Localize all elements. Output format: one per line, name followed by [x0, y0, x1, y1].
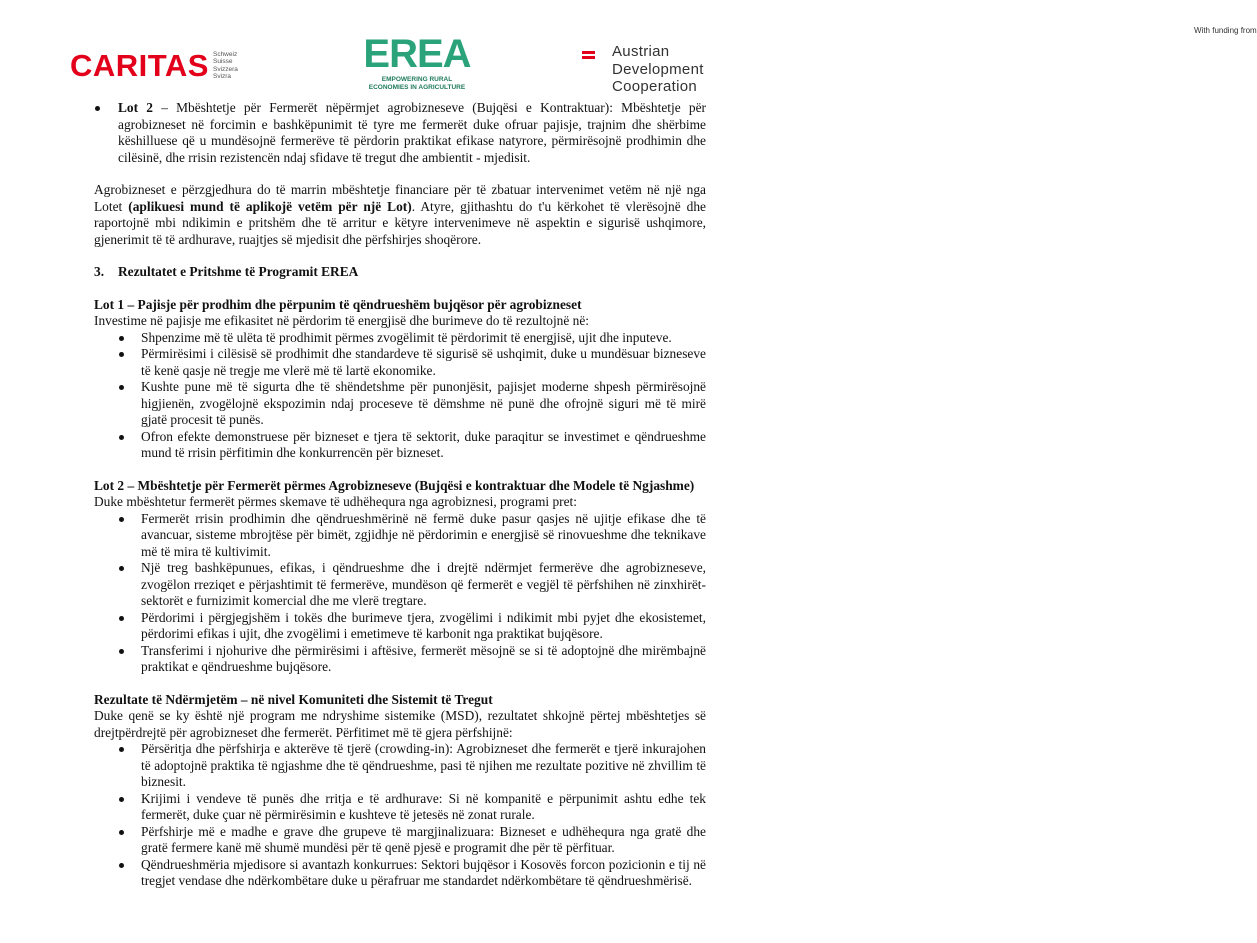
bullet-icon — [119, 352, 124, 357]
bullet-icon — [119, 336, 124, 341]
bullet-icon — [119, 385, 124, 390]
intermediate-results-list — [94, 741, 706, 890]
lot2-results-list — [94, 511, 706, 676]
intermediate-heading: Rezultate të Ndërmjetëm – në nivel Komuniteti dhe Sistemit të Tregut — [94, 691, 493, 707]
bullet-icon — [119, 435, 124, 440]
lot1-intro: Investime në pajisje me efikasitet në përdorim të energjisë dhe burimeve do të rezultojnë në: — [94, 313, 590, 328]
list-item: Kushte pune më të sigurta dhe të shëndetshme për punonjësit, pajisjet moderne shpesh përmirësojnë higjienën, zvogëlojnë ekspozimin ndaj proceseve të dëmshme në punë dhe ofrojnë siguri më të mirë gjatë procesit të punës. — [94, 379, 706, 429]
list-item: Përmirësimi i cilësisë së prodhimit dhe standardeve të sigurisë së ushqimit, duke u mundësuar bizneseve të kenë qasje në tregje me vlerë më të lartë ekonomike. — [94, 346, 706, 379]
lot-list — [94, 100, 706, 166]
bullet-icon — [119, 616, 124, 621]
bullet-icon — [119, 517, 124, 522]
bullet-icon — [119, 863, 124, 868]
lot2-intro: Duke mbështetur fermerët përmes skemave të udhëhequra nga agrobiznesi, programi pret: — [94, 494, 577, 509]
document-body — [94, 100, 706, 890]
funding-label: With funding from — [1194, 26, 1257, 35]
bullet-icon — [119, 649, 124, 654]
list-item: Përfshirje më e madhe e grave dhe grupeve të margjinalizuara: Bizneset e udhëhequra nga gratë dhe gratë fermere kanë më shumë mundësi për të qenë pjesë e programit dhe për të përfituar. — [94, 824, 706, 857]
erea-logo: EREA EMPOWERING RURAL ECONOMIES IN AGRICULTURE — [363, 32, 471, 91]
erea-tagline: EMPOWERING RURAL ECONOMIES IN AGRICULTURE — [368, 76, 466, 91]
list-item: Një treg bashkëpunues, efikas, i qëndrueshme dhe i drejtë ndërmjet fermerëve dhe agrobizneseve, zvogëlon rreziqet e përjashtimit të fermerëve, mundëson që fermerët e vegjël të përfshihen në zinxhirët-sektorët e furnizimit komercial dhe me vlerë tregtare. — [94, 560, 706, 610]
page-header — [0, 0, 1257, 100]
list-item: Përdorimi i përgjegjshëm i tokës dhe burimeve tjera, zvogëlimi i ndikimit mbi pyjet dhe ekosistemet, përdorimi efikas i ujit, dhe zvogëlimi i emetimeve të karbonit nga praktikat bujqësore. — [94, 610, 706, 643]
selection-paragraph: Agrobizneset e përzgjedhura do të marrin mbështetje financiare për të zbatuar intervenimet vetëm në një nga Lotet (aplikuesi mund të aplikojë vetëm për një Lot). Atyre, gjithashtu do t'u kërkohet të vlerësojnë dhe raportojnë mbi ndikimin e pritshëm dhe të arritur e këtyre intervenimeve në aspektin e sigurisë ushqimore, gjenerimit të të ardhurave, ruajtjes së mjedisit dhe përfshirjes shoqërore. — [94, 182, 706, 247]
intermediate-intro: Duke qenë se ky është një program me ndryshime sistemike (MSD), rezultatet shkojnë përtej mbështetjes së drejtpërdrejtë për agrobizneset dhe fermerët. Përfitimet më të gjera përfshijnë: — [94, 708, 706, 740]
bullet-icon — [119, 747, 124, 752]
section-heading: 3. Rezultatet e Pritshme të Programit EREA — [94, 264, 359, 279]
list-item: Transferimi i njohurive dhe përmirësimi i aftësive, fermerët mësojnë se si të adoptojnë dhe mirëmbajnë praktikat e qëndrueshme bujqësore. — [94, 643, 706, 676]
list-item: Fermerët rrisin prodhimin dhe qëndrueshmërinë në fermë duke pasur qasjes në ujitje efikase dhe të avancuar, sisteme mbrojtëse për bimët, zgjidhje në përdorimin e energjisë së rinovueshme dhe teknikave më të mira të kultivimit. — [94, 511, 706, 561]
bullet-icon — [119, 797, 124, 802]
lot1-results-list — [94, 330, 706, 462]
list-item: Krijimi i vendeve të punës dhe rritja e të ardhurave: Si në kompanitë e përpunimit ashtu edhe tek fermerët, duke çuar në përmirësimin e kushteve të jetesës në zonat rurale. — [94, 791, 706, 824]
list-item: Përsëritja dhe përfshirja e akterëve të tjerë (crowding-in): Agrobizneset dhe fermerët e tjerë inkurajohen të adoptojnë praktika të ngjashme dhe të qëndrueshme, pasi të njihen me rezultate pozitive në zhvillim të biznesit. — [94, 741, 706, 791]
list-item: Qëndrueshmëria mjedisore si avantazh konkurrues: Sektori bujqësor i Kosovës forcon pozicionin e tij në tregjet vendase dhe ndërkombëtare duke u përafruar me standardet ndërkombëtare të qëndrueshmërisë. — [94, 857, 706, 890]
austrian-flag-icon — [582, 51, 595, 59]
list-item-lot2: Lot 2 – Mbështetje për Fermerët nëpërmjet agrobizneseve (Bujqësi e Kontraktuar): Mbështetje për agrobizneset në forcimin e bashkëpunimit të tyre me fermerët duke ofruar pajisje, trajnim dhe shërbime këshilluese që u mundësojnë fermerëve të përdorin praktikat efikase natyrore, përmirësojnë prodhimin dhe cilësinë, dhe rrisin rezistencën ndaj sfidave të tregut dhe ambientit - mjedisit. — [94, 100, 706, 166]
bullet-icon — [119, 566, 124, 571]
bullet-icon — [119, 830, 124, 835]
list-item: Ofron efekte demonstruese për bizneset e tjera të sektorit, duke paraqitur se investimet e qëndrueshme mund të rrisin përfitimin dhe konkurrencën për bizneset. — [94, 429, 706, 462]
list-item: Shpenzime më të ulëta të prodhimit përmes zvogëlimit të përdorimit të energjisë, ujit dhe inputeve. — [94, 330, 706, 347]
lot2-heading: Lot 2 – Mbështetje për Fermerët përmes Agrobizneseve (Bujqësi e kontraktuar dhe Modele të Ngjashme) — [94, 477, 695, 493]
caritas-logo: CARITAS Schweiz Suisse Svizzera Svizra — [70, 48, 238, 83]
caritas-languages: Schweiz Suisse Svizzera Svizra — [212, 50, 238, 80]
bullet-icon — [95, 106, 100, 111]
ada-name: Austrian Development Cooperation — [612, 43, 704, 95]
lot1-heading: Lot 1 – Pajisje për prodhim dhe përpunim të qëndrueshëm bujqësor për agrobizneset — [94, 296, 582, 312]
